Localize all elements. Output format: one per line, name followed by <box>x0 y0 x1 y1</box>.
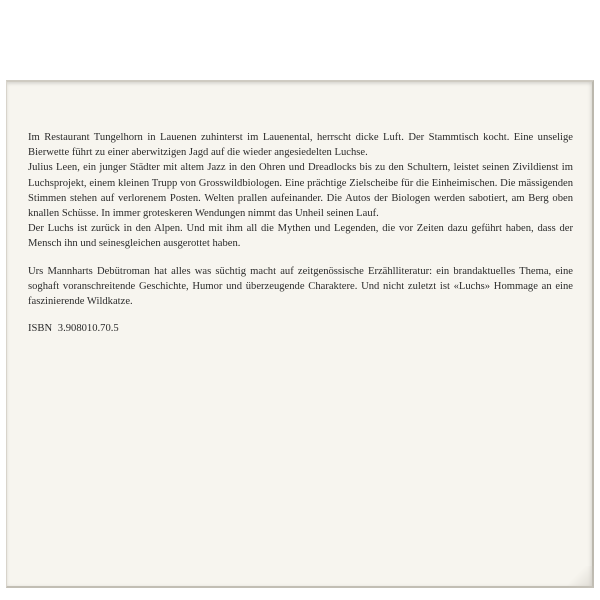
corner-wear <box>554 566 594 588</box>
blurb-paragraph-1: Im Restaurant Tungelhorn in Lauenen zuhinterst im Lauenental, herrscht dicke Luft. Der Stammtisch kocht. Eine unselige Bierwette führt zu einer aberwitzigen Jagd auf die wieder angesiedelten Luchse. <box>28 132 573 159</box>
isbn-number: ISBN 3.908010.70.5 <box>28 323 119 335</box>
blurb-text <box>28 130 573 336</box>
book-back-cover <box>6 80 594 588</box>
blurb-paragraph-2: Julius Leen, ein junger Städter mit altem Jazz in den Ohren und Dreadlocks bis zu den Schultern, leistet seinen Zivildienst im Luchsprojekt, einem kleinen Trupp von Grosswildbiologen. Eine prächtige Zielscheibe für die Einheimischen. Die mässigenden Stimmen stehen auf verlorenem Posten. Welten prallen aufeinander. Die Autos der Biologen werden sabotiert, am Berg oben knallen Schüsse. In immer groteskeren Wendungen nimmt das Unheil seinen Lauf. <box>28 162 573 220</box>
blurb-paragraph-4: Urs Mannharts Debütroman hat alles was süchtig macht auf zeitgenössische Erzählliteratur: ein brandaktuelles Thema, eine soghaft voranschreitende Geschichte, Humor und überzeugende Charaktere. Und nicht zuletzt ist «Luchs» Hommage an eine faszinierende Wildkatze. <box>28 265 573 308</box>
blurb-paragraph-3: Der Luchs ist zurück in den Alpen. Und mit ihm all die Mythen und Legenden, die vor Zeiten dazu geführt haben, dass der Mensch ihn und seinesgleichen ausgerottet haben. <box>28 223 573 250</box>
